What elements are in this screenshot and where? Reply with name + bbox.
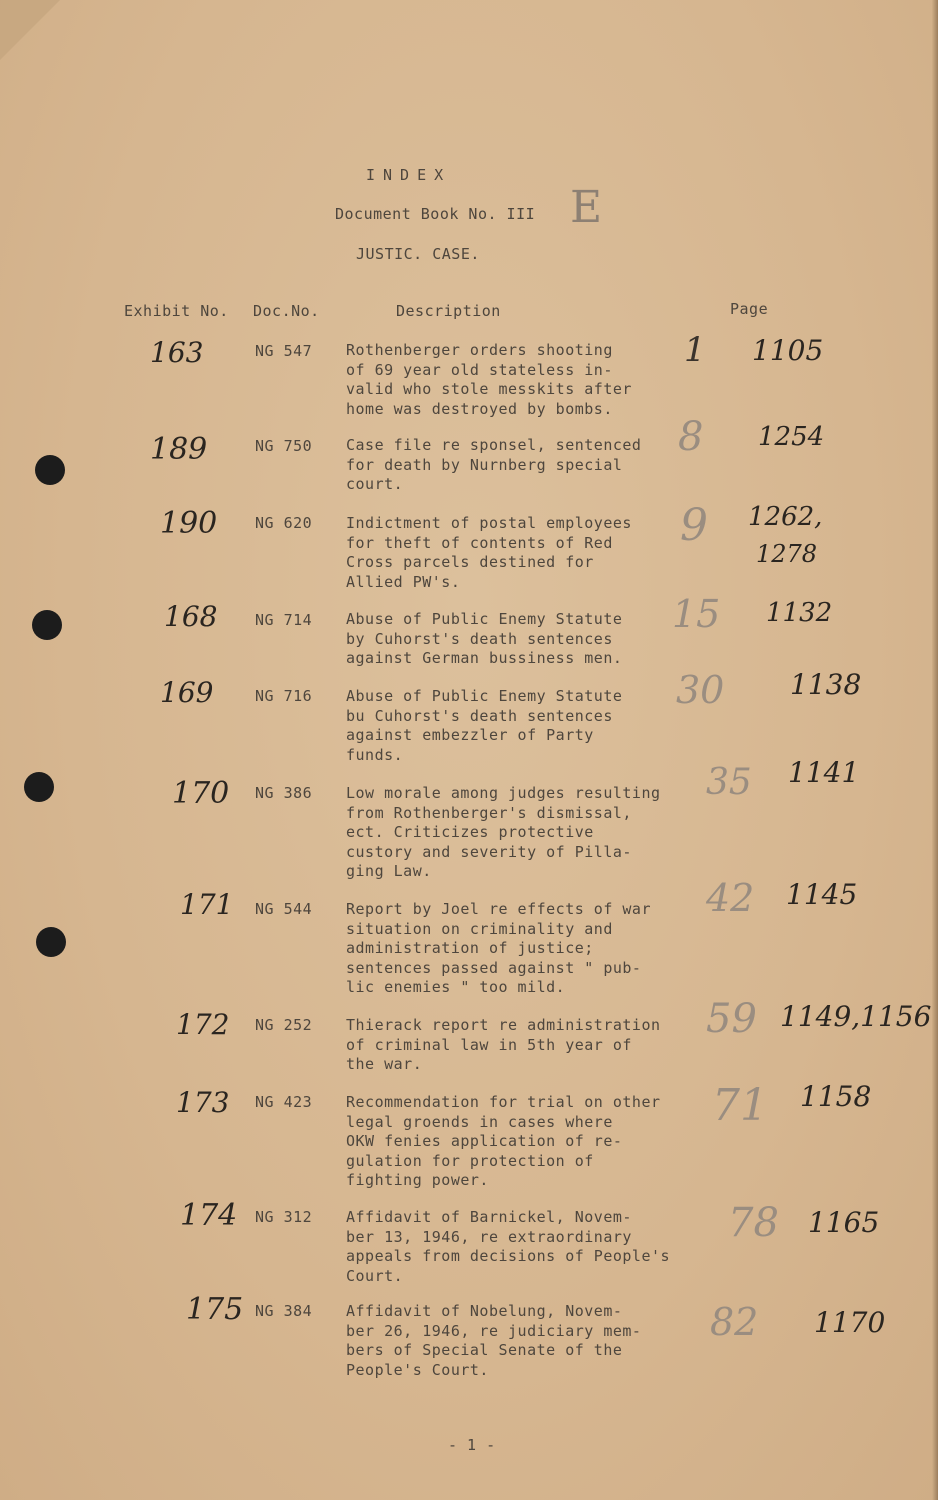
- exhibit-number: 168: [164, 600, 218, 633]
- case-name: JUSTIC. CASE.: [356, 245, 480, 263]
- pencil-page: 82: [710, 1300, 759, 1344]
- pencil-page: 9: [680, 500, 708, 551]
- exhibit-number: 173: [176, 1086, 230, 1119]
- page-number: 1141: [788, 756, 860, 789]
- punch-hole: [36, 927, 66, 957]
- page-number: 1105: [752, 334, 824, 367]
- book-letter-annotation: E: [570, 182, 603, 233]
- exhibit-number: 189: [150, 432, 208, 467]
- column-header-description: Description: [396, 302, 501, 320]
- row-description: Report by Joel re effects of war situation on criminality and administration of justice; sentences passed against " pub- lic enemies " too mild.: [346, 900, 651, 996]
- row-description: Affidavit of Nobelung, Novem- ber 26, 1946, re judiciary mem- bers of Special Senate of the People's Court.: [346, 1302, 642, 1379]
- pencil-page: 59: [706, 996, 757, 1042]
- doc-number: NG 544: [255, 900, 313, 918]
- page-number: 1262,: [748, 502, 823, 532]
- row-description: Low morale among judges resulting from Rothenberger's dismissal, ect. Criticizes protective custory and severity of Pilla- ging Law.: [346, 784, 661, 880]
- page-number: 1149,1156: [780, 1000, 932, 1033]
- pencil-page: 78: [728, 1200, 779, 1246]
- doc-number: NG 386: [255, 784, 313, 802]
- pencil-page: 35: [706, 762, 752, 803]
- doc-number: NG 716: [255, 687, 313, 705]
- doc-number: NG 620: [255, 514, 313, 532]
- column-header-page: Page: [730, 300, 769, 318]
- doc-number: NG 714: [255, 611, 313, 629]
- column-header-doc: Doc.No.: [253, 302, 320, 320]
- punch-hole: [35, 455, 65, 485]
- row-description: Thierack report re administration of criminal law in 5th year of the war.: [346, 1016, 661, 1073]
- punch-hole: [24, 772, 54, 802]
- pencil-page: 30: [676, 668, 725, 712]
- pencil-page: 71: [712, 1080, 768, 1131]
- page-number: 1145: [786, 878, 858, 911]
- row-description: Abuse of Public Enemy Statute bu Cuhorst's death sentences against embezzler of Party funds.: [346, 687, 623, 764]
- exhibit-number: 170: [172, 776, 230, 811]
- row-description: Recommendation for trial on other legal groends in cases where OKW fenies application of re- gulation for protection of fighting power.: [346, 1093, 661, 1189]
- pencil-page: 1: [684, 330, 706, 370]
- row-description: Indictment of postal employees for theft of contents of Red Cross parcels destined for Allied PW's.: [346, 514, 632, 591]
- doc-number: NG 750: [255, 437, 313, 455]
- page-number: 1138: [790, 668, 862, 701]
- torn-edge: [932, 0, 938, 1500]
- exhibit-number: 163: [150, 336, 204, 369]
- row-description: Rothenberger orders shooting of 69 year old stateless in- valid who stole messkits after home was destroyed by bombs.: [346, 341, 632, 418]
- doc-number: NG 252: [255, 1016, 313, 1034]
- folded-corner: [0, 0, 60, 60]
- document-book-line: Document Book No. III: [335, 205, 536, 223]
- page-number: 1254: [758, 422, 825, 452]
- page-number: 1170: [814, 1306, 886, 1339]
- row-description: Case file re sponsel, sentenced for death by Nurnberg special court.: [346, 436, 642, 493]
- exhibit-number: 172: [176, 1008, 230, 1041]
- doc-number: NG 384: [255, 1302, 313, 1320]
- punch-hole: [32, 610, 62, 640]
- page-footer: - 1 -: [448, 1436, 496, 1454]
- index-title: INDEX: [366, 166, 452, 184]
- column-header-exhibit: Exhibit No.: [124, 302, 229, 320]
- page-number: 1158: [800, 1080, 872, 1113]
- exhibit-number: 169: [160, 676, 214, 709]
- row-description: Affidavit of Barnickel, Novem- ber 13, 1946, re extraordinary appeals from decisions of People's Court.: [346, 1208, 671, 1285]
- doc-number: NG 547: [255, 342, 313, 360]
- exhibit-number: 171: [180, 888, 234, 921]
- page-number-secondary: 1278: [756, 540, 818, 568]
- page-number: 1165: [808, 1206, 880, 1239]
- exhibit-number: 190: [160, 506, 218, 541]
- row-description: Abuse of Public Enemy Statute by Cuhorst's death sentences against German bussiness men.: [346, 610, 623, 667]
- page-number: 1132: [766, 598, 833, 628]
- pencil-page: 42: [706, 876, 755, 920]
- exhibit-number: 174: [180, 1198, 238, 1233]
- pencil-page: 8: [678, 414, 704, 460]
- exhibit-number: 175: [186, 1292, 244, 1327]
- pencil-page: 15: [672, 592, 721, 636]
- doc-number: NG 312: [255, 1208, 313, 1226]
- doc-number: NG 423: [255, 1093, 313, 1111]
